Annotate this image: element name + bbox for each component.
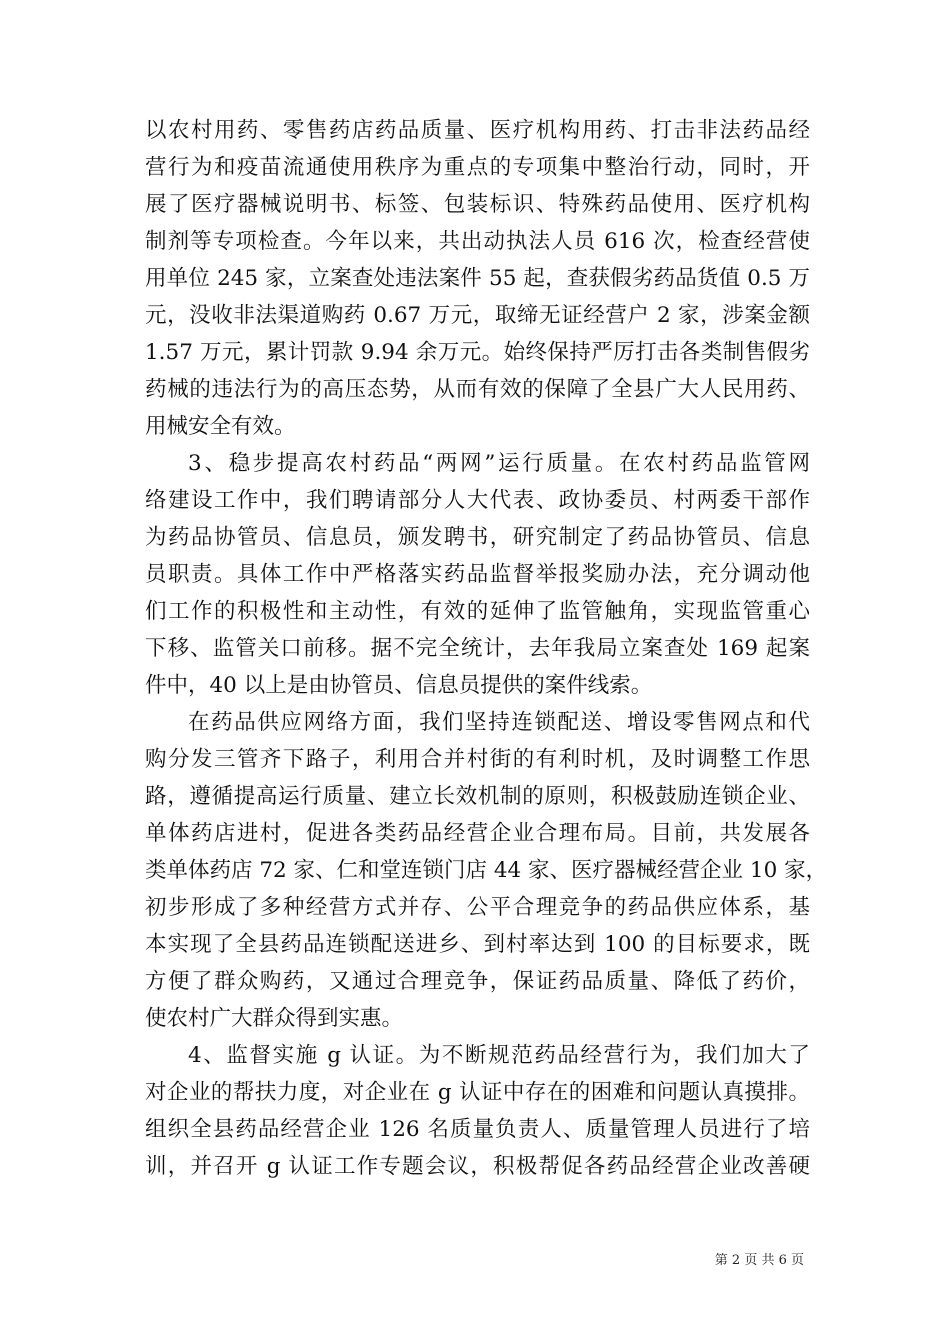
- text-line: 用单位 245 家，立案查处违法案件 55 起，查获假劣药品货值 0.5 万: [145, 266, 810, 291]
- text-line: 类单体药店 72 家、仁和堂连锁门店 44 家、医疗器械经营企业 10 家，: [145, 858, 828, 883]
- text-line: 初步形成了多种经营方式并存、公平合理竞争的药品供应体系，基: [145, 895, 810, 920]
- body-text: [145, 112, 828, 1185]
- text-line: 用械安全有效。: [145, 414, 296, 439]
- text-line: 使农村广大群众得到实惠。: [145, 1006, 404, 1031]
- paragraph-start-line: 4、监督实施 g 认证。为不断规范药品经营行为，我们加大了: [188, 1043, 810, 1068]
- text-line: 购分发三管齐下路子，利用合并村街的有利时机，及时调整工作思: [145, 747, 810, 772]
- page-number: 第 2 页 共 6 页: [714, 1253, 804, 1268]
- text-line: 路，遵循提高运行质量、建立长效机制的原则，积极鼓励连锁企业、: [145, 784, 810, 809]
- text-line: 件中，40 以上是由协管员、信息员提供的案件线索。: [145, 673, 653, 698]
- text-line: 1.57 万元，累计罚款 9.94 余万元。始终保持严厉打击各类制售假劣: [145, 340, 810, 365]
- text-line: 单体药店进村，促进各类药品经营企业合理布局。目前，共发展各: [145, 821, 810, 846]
- text-line: 为药品协管员、信息员，颁发聘书，研究制定了药品协管员、信息: [145, 525, 810, 550]
- text-line: 络建设工作中，我们聘请部分人大代表、政协委员、村两委干部作: [145, 488, 810, 513]
- text-line: 训，并召开 g 认证工作专题会议，积极帮促各药品经营企业改善硬: [145, 1154, 810, 1179]
- text-line: 组织全县药品经营企业 126 名质量负责人、质量管理人员进行了培: [145, 1117, 810, 1142]
- paragraph-start-line: 3、稳步提高农村药品“两网”运行质量。在农村药品监管网: [188, 451, 810, 476]
- text-line: 展了医疗器械说明书、标签、包装标识、特殊药品使用、医疗机构: [145, 192, 810, 217]
- text-line: 制剂等专项检查。今年以来，共出动执法人员 616 次，检查经营使: [145, 229, 810, 254]
- text-line: 方便了群众购药，又通过合理竞争，保证药品质量、降低了药价，: [145, 969, 810, 994]
- text-line: 们工作的积极性和主动性，有效的延伸了监管触角，实现监管重心: [145, 599, 810, 624]
- text-line: 本实现了全县药品连锁配送进乡、到村率达到 100 的目标要求，既: [145, 932, 810, 957]
- text-line: 以农村用药、零售药店药品质量、医疗机构用药、打击非法药品经: [145, 118, 810, 143]
- text-line: 药械的违法行为的高压态势，从而有效的保障了全县广大人民用药、: [145, 377, 810, 402]
- text-line: 员职责。具体工作中严格落实药品监督举报奖励办法，充分调动他: [145, 562, 810, 587]
- paragraph-start-line: 在药品供应网络方面，我们坚持连锁配送、增设零售网点和代: [188, 710, 810, 735]
- text-line: 对企业的帮扶力度，对企业在 g 认证中存在的困难和问题认真摸排。: [145, 1080, 810, 1105]
- text-line: 营行为和疫苗流通使用秩序为重点的专项集中整治行动，同时，开: [145, 155, 810, 180]
- text-line: 下移、监管关口前移。据不完全统计，去年我局立案查处 169 起案: [145, 636, 810, 661]
- text-line: 元，没收非法渠道购药 0.67 万元，取缔无证经营户 2 家，涉案金额: [145, 303, 810, 328]
